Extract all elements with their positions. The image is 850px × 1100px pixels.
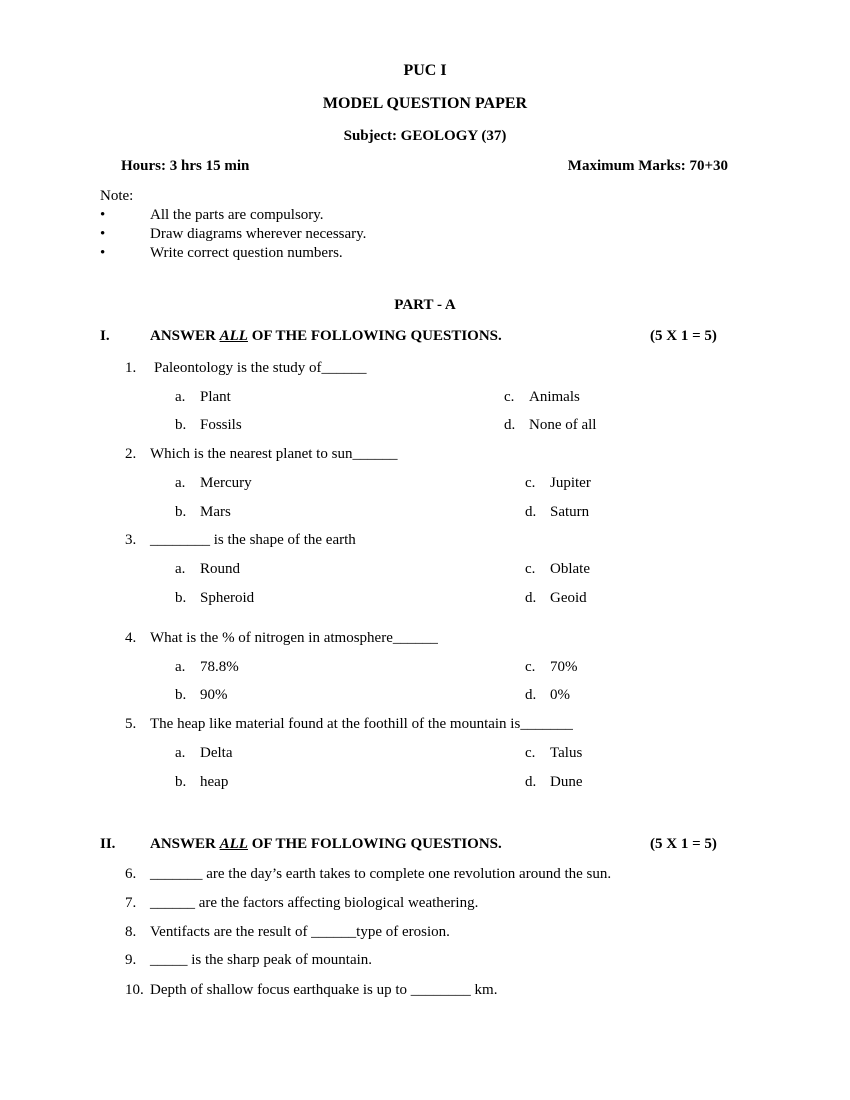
instruction-pre: ANSWER (150, 328, 220, 344)
question-number: 10. (125, 982, 144, 998)
option-label: a. (175, 389, 186, 405)
question-number: 1. (125, 360, 137, 376)
option-text: Dune (550, 774, 583, 790)
question-number: 7. (125, 895, 137, 911)
instruction-post: OF THE FOLLOWING QUESTIONS. (247, 836, 502, 852)
section-marks: (5 X 1 = 5) (650, 836, 717, 852)
question-text: ______ are the factors affecting biological weathering. (150, 895, 479, 911)
option-label: c. (525, 475, 536, 491)
question-number: 6. (125, 866, 137, 882)
instruction-post: OF THE FOLLOWING QUESTIONS. (247, 328, 502, 344)
note-heading: Note: (100, 188, 134, 204)
option-text: Fossils (200, 417, 242, 433)
section-marks: (5 X 1 = 5) (650, 328, 717, 344)
option-label: b. (175, 590, 187, 606)
option-text: None of all (529, 417, 597, 433)
note-item: Draw diagrams wherever necessary. (150, 226, 367, 242)
option-text: Animals (529, 389, 580, 405)
option-text: Plant (200, 389, 231, 405)
option-text: 78.8% (200, 659, 239, 675)
question-number: 9. (125, 952, 137, 968)
option-text: Oblate (550, 561, 590, 577)
option-text: Spheroid (200, 590, 255, 606)
question-text: _____ is the sharp peak of mountain. (150, 952, 373, 968)
option-label: a. (175, 745, 186, 761)
option-label: b. (175, 417, 187, 433)
paper-title: PUC I (403, 62, 447, 79)
option-label: a. (175, 561, 186, 577)
option-label: d. (525, 504, 537, 520)
part-a-title: PART - A (394, 297, 456, 313)
question-number: 4. (125, 630, 137, 646)
question-text: Depth of shallow focus earthquake is up to ________ km. (150, 982, 498, 998)
option-label: c. (504, 389, 515, 405)
option-text: Saturn (550, 504, 590, 520)
question-number: 8. (125, 924, 137, 940)
paper-subtitle: MODEL QUESTION PAPER (322, 95, 528, 112)
note-item: All the parts are compulsory. (150, 207, 324, 223)
section-instruction (150, 837, 502, 852)
question-text: The heap like material found at the foothill of the mountain is_______ (150, 716, 573, 732)
option-label: c. (525, 659, 536, 675)
option-label: d. (525, 774, 537, 790)
option-label: c. (525, 745, 536, 761)
note-bullet: • (100, 207, 106, 223)
question-text: Paleontology is the study of______ (154, 360, 367, 376)
question-text: ________ is the shape of the earth (150, 532, 356, 548)
section-numeral: II. (100, 836, 116, 852)
option-label: b. (175, 774, 187, 790)
option-label: a. (175, 659, 186, 675)
option-text: 0% (550, 687, 570, 703)
section-instruction (150, 329, 502, 344)
option-text: heap (200, 774, 229, 790)
question-text: What is the % of nitrogen in atmosphere______ (150, 630, 438, 646)
option-text: Mars (200, 504, 231, 520)
paper-hours: Hours: 3 hrs 15 min (121, 158, 250, 174)
question-number: 5. (125, 716, 137, 732)
question-number: 3. (125, 532, 137, 548)
instruction-emphasis: ALL (219, 836, 248, 852)
option-label: d. (525, 590, 537, 606)
question-text: Ventifacts are the result of ______type of erosion. (150, 924, 450, 940)
option-text: Geoid (550, 590, 587, 606)
option-label: d. (504, 417, 516, 433)
note-item: Write correct question numbers. (150, 245, 343, 261)
question-number: 2. (125, 446, 137, 462)
option-text: Delta (200, 745, 233, 761)
question-text: Which is the nearest planet to sun______ (150, 446, 398, 462)
option-text: Round (200, 561, 241, 577)
instruction-pre: ANSWER (150, 836, 220, 852)
option-label: b. (175, 504, 187, 520)
note-bullet: • (100, 245, 106, 261)
question-text: _______ are the day’s earth takes to complete one revolution around the sun. (150, 866, 612, 882)
section-numeral: I. (100, 328, 110, 344)
option-text: Jupiter (550, 475, 591, 491)
option-label: a. (175, 475, 186, 491)
option-label: d. (525, 687, 537, 703)
option-text: Mercury (200, 475, 252, 491)
paper-subject: Subject: GEOLOGY (37) (343, 128, 507, 144)
option-label: c. (525, 561, 536, 577)
option-text: 90% (200, 687, 228, 703)
option-text: 70% (550, 659, 578, 675)
option-text: Talus (550, 745, 583, 761)
option-label: b. (175, 687, 187, 703)
instruction-emphasis: ALL (219, 328, 248, 344)
paper-max-marks: Maximum Marks: 70+30 (567, 158, 728, 174)
note-bullet: • (100, 226, 106, 242)
